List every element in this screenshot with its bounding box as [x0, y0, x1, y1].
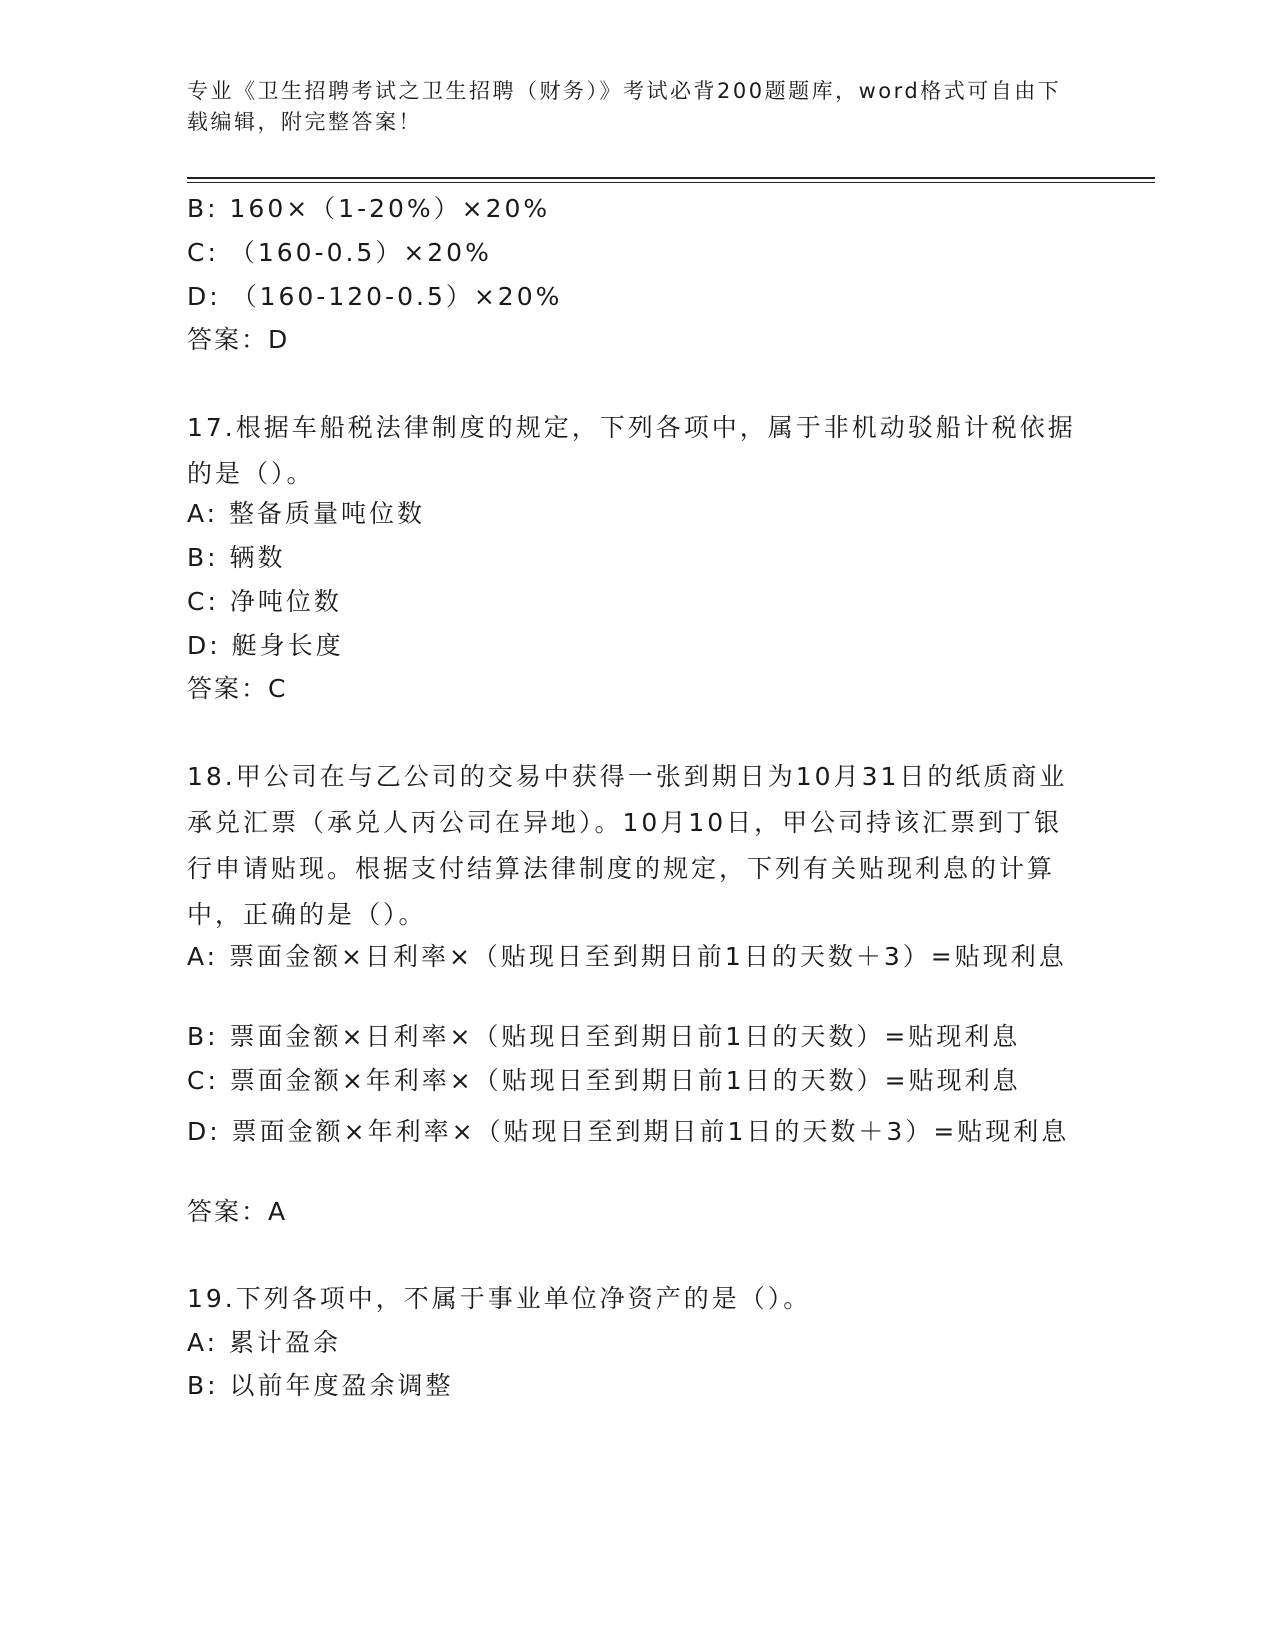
q18-option-a: A: 票面金额×日利率×（贴现日至到期日前1日的天数＋3）=贴现利息 [187, 942, 1067, 971]
q17-option-a: A: 整备质量吨位数 [187, 499, 426, 528]
q17-option-b: B: 辆数 [187, 543, 286, 572]
header-divider-thick [187, 177, 1155, 179]
q17-answer: 答案：C [187, 674, 288, 703]
q16-option-b: B: 160×（1-20%）×20% [187, 194, 551, 223]
q17-option-d: D: 艇身长度 [187, 631, 344, 660]
q17-option-c: C: 净吨位数 [187, 587, 342, 616]
q18-option-c: C: 票面金额×年利率×（贴现日至到期日前1日的天数）=贴现利息 [187, 1066, 1021, 1095]
q17-stem: 17.根据车船税法律制度的规定，下列各项中，属于非机动驳船计税依据的是（）。 [187, 413, 1076, 488]
q18-option-d: D: 票面金额×年利率×（贴现日至到期日前1日的天数＋3）=贴现利息 [187, 1117, 1070, 1146]
q16-option-d: D: （160-120-0.5）×20% [187, 282, 563, 311]
q19-option-a: A: 累计盈余 [187, 1328, 342, 1357]
header-divider-thin [187, 182, 1155, 183]
q18-stem: 18.甲公司在与乙公司的交易中获得一张到期日为10月31日的纸质商业承兑汇票（承兑人丙公司在异地）。10月10日，甲公司持该汇票到丁银行申请贴现。根据支付结算法律制度的规定，下列有关贴现利息的计算中，正确的是（）。 [187, 762, 1068, 929]
q18-answer: 答案：A [187, 1197, 288, 1226]
q19-stem: 19.下列各项中，不属于事业单位净资产的是（）。 [187, 1284, 812, 1313]
document-header: 专业《卫生招聘考试之卫生招聘（财务）》考试必背200题题库，word格式可自由下载编辑，附完整答案！ [187, 79, 1062, 134]
q16-option-c: C: （160-0.5）×20% [187, 238, 492, 267]
q18-option-b: B: 票面金额×日利率×（贴现日至到期日前1日的天数）=贴现利息 [187, 1022, 1021, 1051]
q19-option-b: B: 以前年度盈余调整 [187, 1371, 454, 1400]
q16-answer: 答案：D [187, 325, 290, 354]
